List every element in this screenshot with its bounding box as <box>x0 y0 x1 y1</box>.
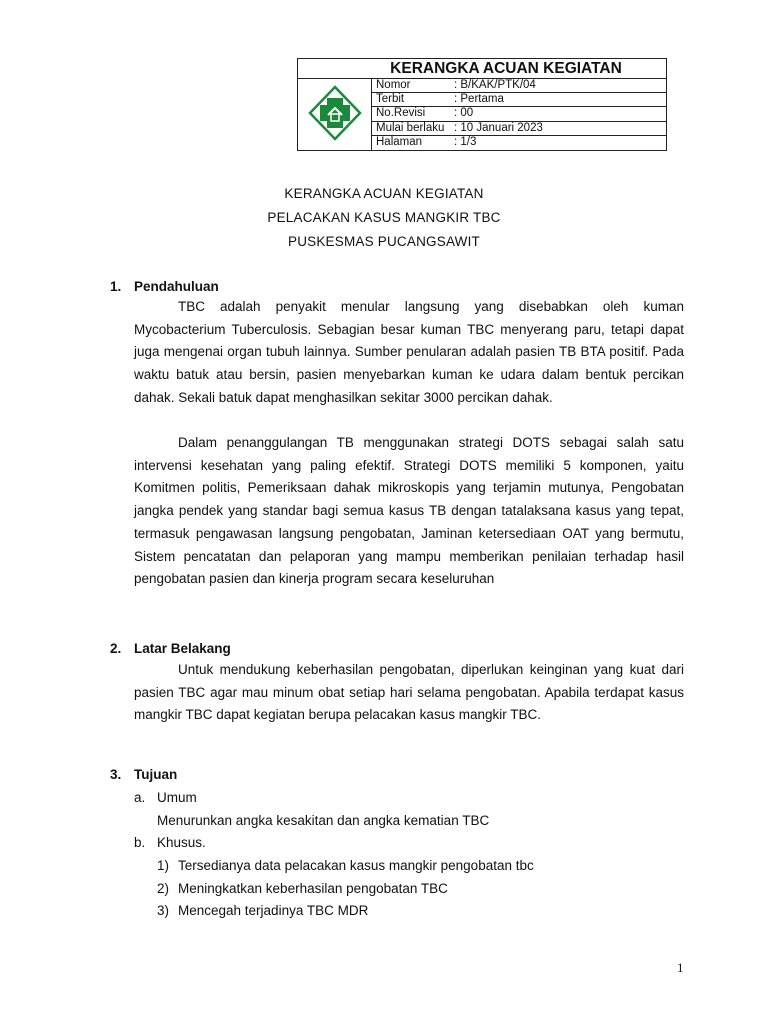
tujuan-umum-text: Menurunkan angka kesakitan dan angka kematian TBC <box>157 813 490 828</box>
header-value: : 10 Januari 2023 <box>454 121 543 134</box>
header-label: Halaman <box>376 135 423 148</box>
doc-title-3: PUSKESMAS PUCANGSAWIT <box>288 234 480 249</box>
section-number: 2. <box>110 641 122 656</box>
tujuan-khusus-item-number: 2) <box>157 881 170 896</box>
header-row-terbit <box>372 93 666 107</box>
puskesmas-cross-icon <box>308 85 362 141</box>
header-label: Terbit <box>376 93 405 106</box>
section-title: Tujuan <box>134 767 178 782</box>
header-label: Nomor <box>376 79 411 91</box>
document-header-table <box>297 58 667 151</box>
header-title: KERANGKA ACUAN KEGIATAN <box>298 59 666 79</box>
header-value: : 1/3 <box>454 135 477 148</box>
header-info-rows <box>372 79 666 150</box>
tujuan-a-label: a. <box>134 790 146 805</box>
doc-title-2: PELACAKAN KASUS MANGKIR TBC <box>267 210 501 225</box>
paragraph-pendahuluan-2: Dalam penanggulangan TB menggunakan strategi DOTS sebagai salah satu intervensi kesehatan yang paling efektif. Strategi DOTS memiliki 5 komponen, yaitu Komitmen politis, Pemeriksaan dahak mikroskopis yang terjamin mutunya, Pengobatan jangka pendek yang standar bagi semua kasus TB dengan tatalaksana kasus yang tepat, termasuk pengawasan langsung pengobatan, Jaminan ketersediaan OAT yang bermutu, Sistem pencatatan dan pelaporan yang mampu memberikan penilaian terhadap hasil pengobatan pasien dan kinerja program secara keseluruhan <box>134 435 684 587</box>
header-value: : B/KAK/PTK/04 <box>454 79 536 91</box>
puskesmas-logo <box>298 79 372 150</box>
header-row-halaman <box>372 136 666 150</box>
page-number: 1 <box>677 960 684 975</box>
paragraph-pendahuluan-1: TBC adalah penyakit menular langsung yang disebabkan oleh kuman Mycobacterium Tuberculosis. Sebagian besar kuman TBC menyerang paru, tetapi dapat juga mengenai organ tubuh lainnya. Sumber penularan adalah pasien TB BTA positif. Pada waktu batuk atau bersin, pasien menyebarkan kuman ke udara dalam bentuk percikan dahak. Sekali batuk dapat menghasilkan sekitar 3000 percikan dahak. <box>134 299 684 405</box>
header-value: : Pertama <box>454 93 504 106</box>
tujuan-khusus-item-number: 1) <box>157 858 170 873</box>
paragraph-latar-belakang: Untuk mendukung keberhasilan pengobatan, diperlukan keinginan yang kuat dari pasien TBC agar mau minum obat setiap hari selama pengobatan. Apabila terdapat kasus mangkir TBC dapat kegiatan berupa pelacakan kasus mangkir TBC. <box>134 662 684 723</box>
tujuan-khusus-item-text: Mencegah terjadinya TBC MDR <box>178 903 369 918</box>
header-label: Mulai berlaku <box>376 121 445 134</box>
tujuan-khusus-item-text: Meningkatkan keberhasilan pengobatan TBC <box>178 881 448 896</box>
tujuan-b-label: b. <box>134 835 146 850</box>
header-label: No.Revisi <box>376 107 426 120</box>
tujuan-khusus-title: Khusus. <box>157 835 206 850</box>
tujuan-umum-title: Umum <box>157 790 197 805</box>
header-row-revisi <box>372 107 666 121</box>
section-title: Pendahuluan <box>134 279 219 294</box>
header-row-mulai-berlaku <box>372 122 666 136</box>
section-number: 1. <box>110 279 122 294</box>
section-title: Latar Belakang <box>134 641 231 656</box>
section-number: 3. <box>110 767 122 782</box>
doc-title-1: KERANGKA ACUAN KEGIATAN <box>284 186 484 201</box>
tujuan-khusus-item-number: 3) <box>157 903 170 918</box>
tujuan-khusus-item-text: Tersedianya data pelacakan kasus mangkir pengobatan tbc <box>178 858 534 873</box>
header-value: : 00 <box>454 107 474 120</box>
header-row-nomor <box>372 79 666 93</box>
